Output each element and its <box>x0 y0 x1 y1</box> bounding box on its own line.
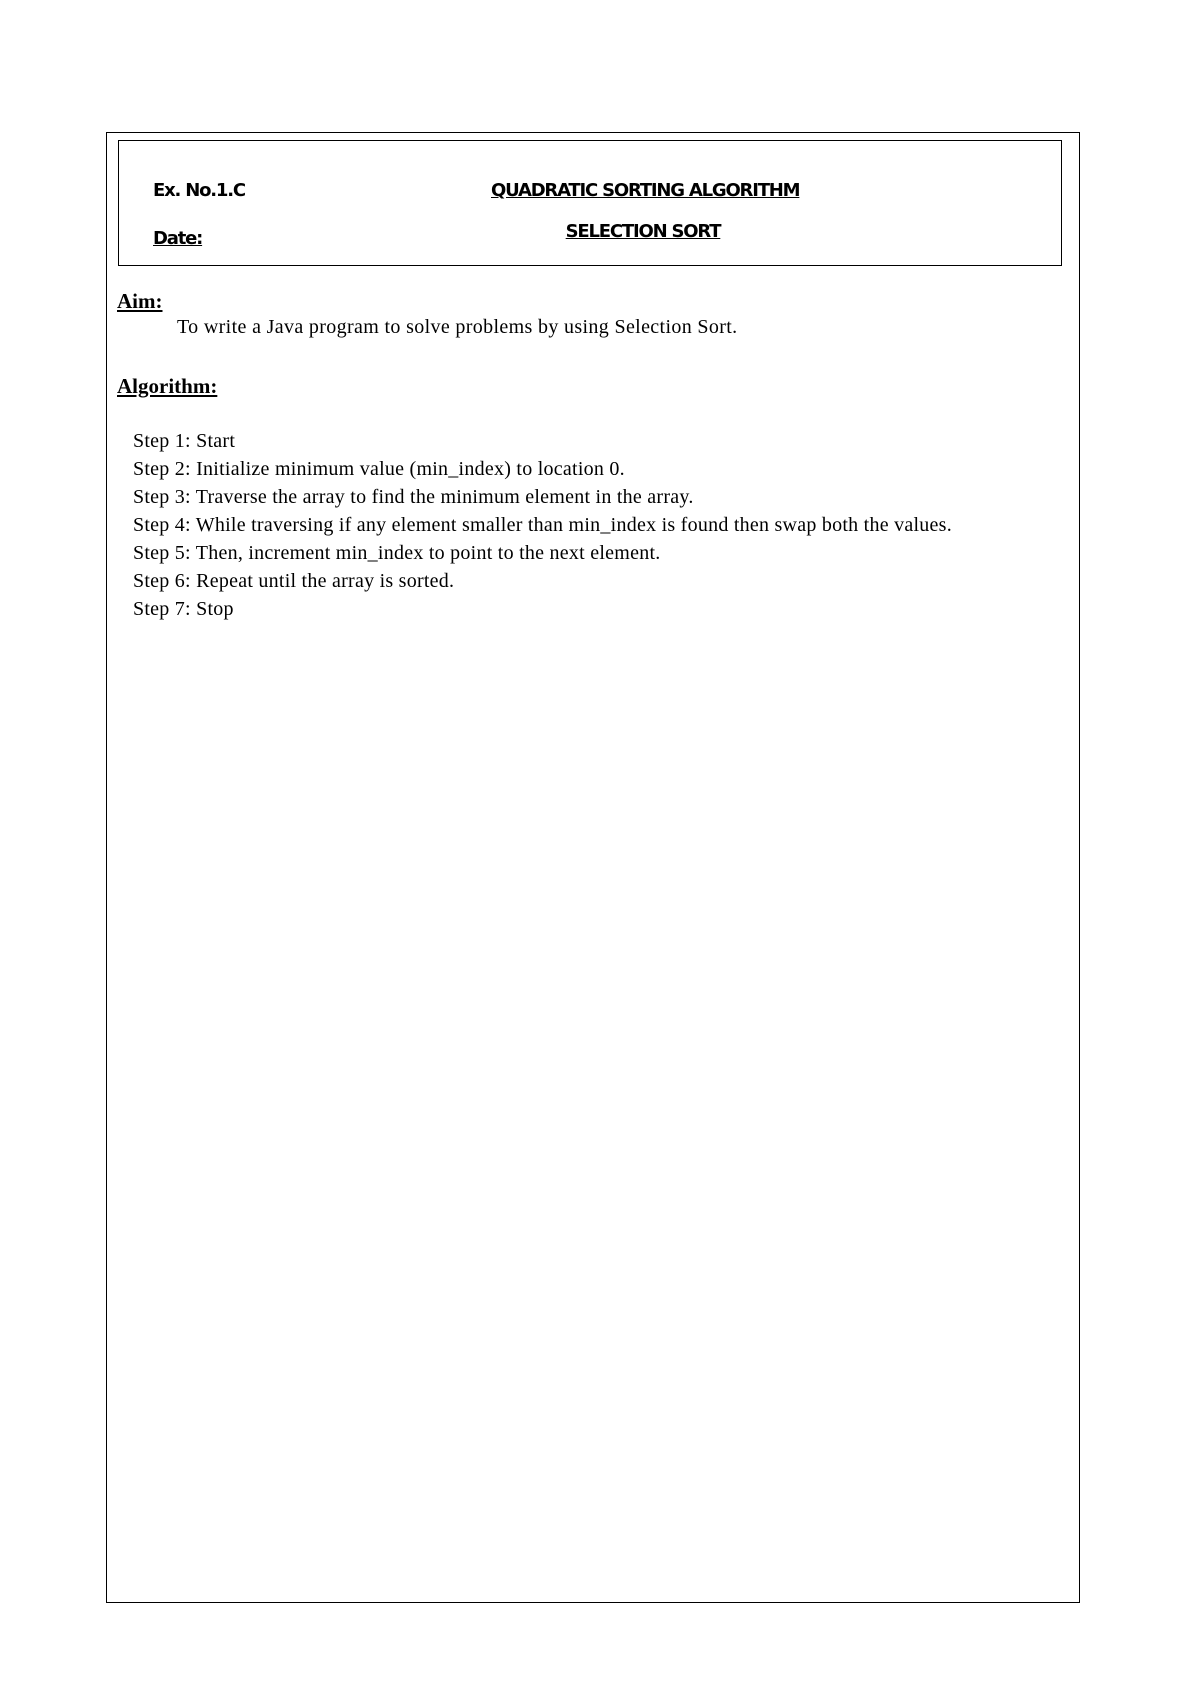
page-title: QUADRATIC SORTING ALGORITHM <box>491 180 800 201</box>
exercise-number: Ex. No.1.C <box>153 180 245 201</box>
algorithm-step: Step 3: Traverse the array to find the minimum element in the array. <box>133 486 694 508</box>
date-label: Date: <box>153 228 203 249</box>
header-box <box>118 140 1062 266</box>
page-border <box>106 132 1080 1603</box>
algorithm-step: Step 1: Start <box>133 430 236 452</box>
algorithm-step: Step 6: Repeat until the array is sorted. <box>133 570 455 592</box>
algorithm-step: Step 7: Stop <box>133 598 234 620</box>
aim-heading: Aim: <box>117 289 163 313</box>
page-subtitle: SELECTION SORT <box>565 221 721 242</box>
algorithm-step: Step 2: Initialize minimum value (min_index) to location 0. <box>133 458 625 480</box>
algorithm-steps <box>133 427 1053 623</box>
algorithm-heading: Algorithm: <box>117 374 218 398</box>
algorithm-step: Step 4: While traversing if any element smaller than min_index is found then swap both the values. <box>133 514 952 536</box>
algorithm-step: Step 5: Then, increment min_index to point to the next element. <box>133 542 661 564</box>
aim-text: To write a Java program to solve problems by using Selection Sort. <box>177 316 738 338</box>
